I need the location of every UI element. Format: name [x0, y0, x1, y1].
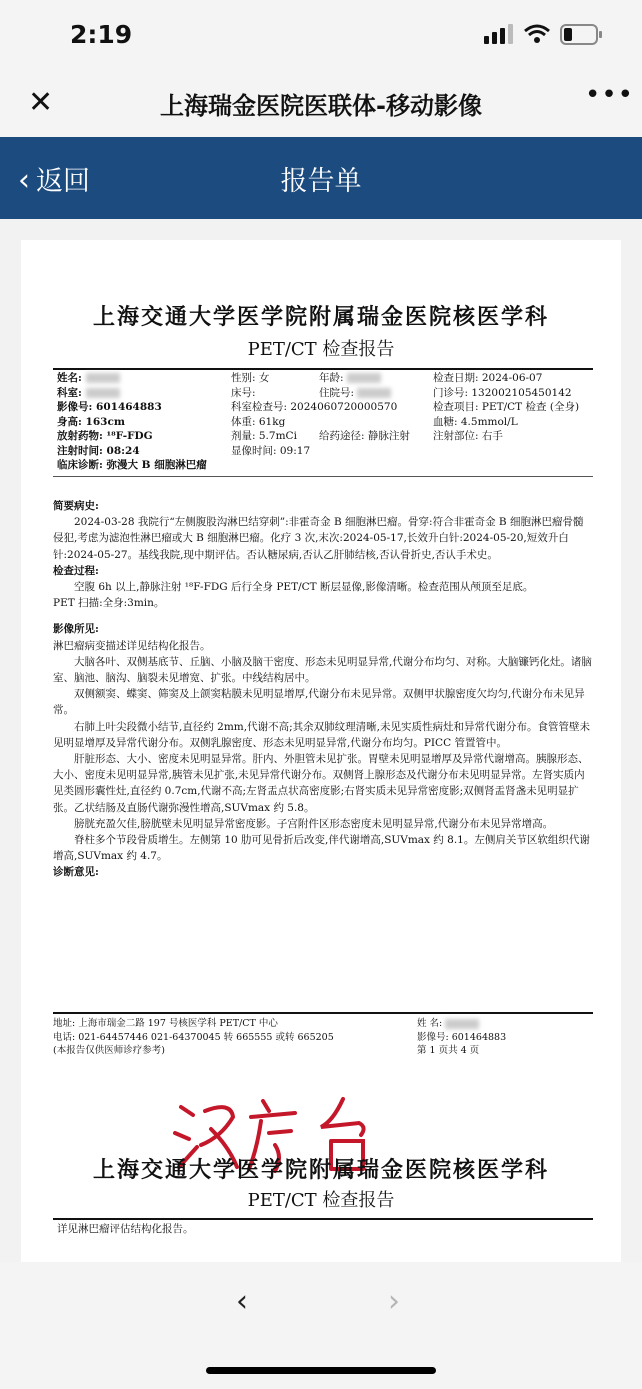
- procedure-text: 空腹 6h 以上,静脉注射 ¹⁸F-FDG 后行全身 PET/CT 断层显像,影像清晰。检查范围从颅顶至足底。: [74, 581, 534, 594]
- signal-icon: [484, 24, 514, 44]
- finding-paragraph: 脊柱多个节段骨质增生。左侧第 10 肋可见骨折后改变,伴代谢增高,SUVmax 约 8.1。左侧肩关节区软组织代谢增高,SUVmax 约 4.7。: [53, 834, 590, 863]
- footer-name: 姓 名:: [417, 1017, 479, 1031]
- weight-field: 体重: 61kg: [231, 415, 286, 428]
- site-field: 注射部位: 右手: [433, 430, 503, 442]
- finding-paragraph: 膀胱充盈欠佳,膀胱壁未见明显异常密度影。子宫附件区形态密度未见明显异常,代谢分布未见异常增高。: [74, 817, 554, 830]
- diagnosis-field: 临床诊断: 弥漫大 B 细胞淋巴瘤: [57, 459, 207, 471]
- room-no-field: 科室检查号: 2024060720000570: [231, 401, 398, 413]
- footer-phone: 电话: 021-64457446 021-64370045 转 665555 或转 665205: [53, 1031, 334, 1043]
- report-body: [53, 498, 593, 881]
- inj-time-field: 注射时间: 08:24: [57, 444, 140, 457]
- chevron-left-icon: ‹: [18, 163, 30, 198]
- footer-address: 地址: 上海市瑞金二路 197 号核医学科 PET/CT 中心: [53, 1018, 278, 1029]
- report-title: PET/CT 检查报告: [247, 339, 395, 360]
- dept-field: 科室:: [57, 386, 120, 401]
- app-title: 上海瑞金医院医联体-移动影像: [160, 92, 482, 120]
- section-title: 影像所见:: [53, 623, 99, 636]
- age-field: 年龄:: [319, 371, 381, 386]
- tracer-field: 放射药物: ¹⁸F-FDG: [57, 430, 153, 442]
- hospital-name: 上海交通大学医学院附属瑞金医院核医学科: [92, 304, 549, 330]
- exam-date-field: 检查日期: 2024-06-07: [433, 372, 543, 384]
- page2-note: 详见淋巴瘤评估结构化报告。: [57, 1223, 194, 1235]
- more-icon[interactable]: •••: [585, 80, 635, 110]
- finding-paragraph: 大脑各叶、双侧基底节、丘脑、小脑及脑干密度、形态未见明显异常,代谢分布均匀、对称。大脑镰钙化灶。诸脑室、脑池、脑沟、脑裂未见增宽、扩张。中线结构居中。: [53, 655, 592, 685]
- bed-field: 床号:: [231, 386, 256, 399]
- pet-scan-text: PET 扫描:全身:3min。: [53, 597, 165, 610]
- route-field: 给药途径: 静脉注射: [319, 430, 410, 442]
- back-arrow-icon[interactable]: ‹: [236, 1284, 248, 1319]
- footer-image-no: 影像号: 601464883: [417, 1031, 507, 1043]
- name-field: 姓名:: [57, 371, 120, 386]
- finding-paragraph: 右肺上叶尖段微小结节,直径约 2mm,代谢不高;其余双肺纹理清晰,未见实质性病灶和异常代谢分布。食管管壁未见明显增厚及异常代谢分布。双侧乳腺密度、形态未见明显异常,代谢分布均匀。PICC 管置管中。: [53, 720, 590, 749]
- section-title: 诊断意见:: [53, 866, 99, 879]
- home-indicator[interactable]: [206, 1367, 436, 1374]
- divider: [53, 476, 593, 477]
- page2-report-title: PET/CT 检查报告: [247, 1190, 395, 1211]
- status-time: 2:19: [70, 20, 133, 49]
- page-title: 报告单: [280, 166, 362, 197]
- findings-intro: 淋巴瘤病变描述详见结构化报告。: [53, 639, 211, 652]
- wifi-icon: [523, 24, 551, 44]
- report-footer: [53, 1017, 593, 1058]
- image-no-field: 影像号: 601464883: [57, 401, 162, 413]
- battery-icon: [560, 24, 604, 46]
- scan-time-field: 显像时间: 09:17: [231, 444, 311, 457]
- inpatient-field: 住院号:: [319, 386, 391, 401]
- finding-paragraph: 肝脏形态、大小、密度未见明显异常。肝内、外胆管未见扩张。胃壁未见明显增厚及异常代谢增高。胰腺形态、大小、密度未见明显异常,胰管未见扩张,未见异常代谢分布。双侧肾上腺形态及代谢分布未见明显异常。左肾实质内见类圆形囊性灶,直径约 0.7cm,代谢不高;左肾盂点状高密度影;右肾实质未见异常密度影;双侧肾盂肾盏未见明显扩张。乙状结肠及直肠代谢弥漫性增高,SUVmax 约 5.8。: [53, 753, 589, 814]
- height-field: 身高: 163cm: [57, 415, 125, 428]
- finding-paragraph: 双侧额窦、蝶窦、筛窦及上颌窦粘膜未见明显增厚,代谢分布未见异常。双侧甲状腺密度欠均匀,代谢分布未见异常。: [53, 688, 585, 717]
- footer-page: 第 1 页共 4 页: [417, 1045, 480, 1056]
- exam-item-field: 检查项目: PET/CT 检查 (全身): [433, 401, 580, 413]
- section-title: 简要病史:: [53, 500, 99, 512]
- glucose-field: 血糖: 4.5mmol/L: [433, 415, 518, 428]
- close-icon[interactable]: ✕: [28, 85, 54, 120]
- footer-disclaimer: (本报告仅供医师诊疗参考): [53, 1045, 165, 1056]
- divider: [53, 1012, 593, 1014]
- status-bar: [0, 0, 642, 70]
- nav-bar: [0, 137, 642, 219]
- dose-field: 剂量: 5.7mCi: [231, 430, 297, 442]
- forward-arrow-icon[interactable]: ›: [388, 1284, 400, 1319]
- history-text: 2024-03-28 我院行“左侧腹股沟淋巴结穿刺”:非霍奇金 B 细胞淋巴瘤。骨穿:符合非霍奇金 B 细胞淋巴瘤骨髓侵犯,考虑为滤泡性淋巴瘤或大 B 细胞淋巴瘤。化疗 3 次,末次:2024-05-17,长效升白针:2024-05-20,短效升白针:2024-05-27。基线我院,现中期评估。否认糖尿病,否认乙肝肺结核,否认骨折史,否认手术史。: [53, 516, 584, 561]
- section-title: 检查过程:: [53, 564, 99, 577]
- app-title-bar: [0, 70, 642, 137]
- patient-info: [57, 371, 597, 473]
- outpatient-field: 门诊号: 132002105450142: [433, 386, 572, 399]
- page2-hospital-name: 上海交通大学医学院附属瑞金医院核医学科: [92, 1157, 549, 1183]
- back-label: 返回: [36, 166, 90, 197]
- sex-field: 性别: 女: [231, 372, 270, 384]
- report-document: [21, 240, 621, 1265]
- divider: [53, 368, 593, 370]
- divider: [53, 1218, 593, 1220]
